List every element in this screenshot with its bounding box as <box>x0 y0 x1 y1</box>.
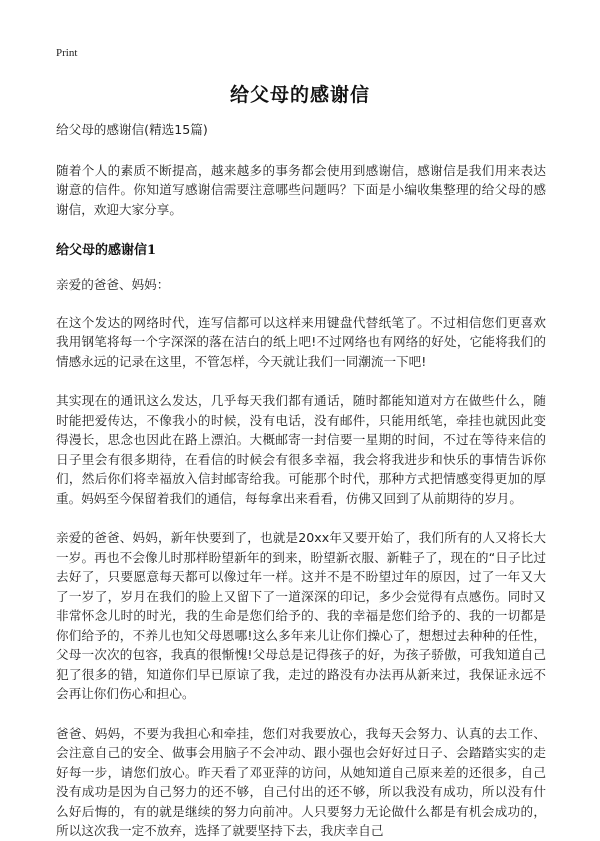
print-link[interactable]: Print <box>56 47 78 59</box>
letter-greeting: 亲爱的爸爸、妈妈： <box>56 277 170 292</box>
page-title: 给父母的感谢信 <box>229 84 370 106</box>
document-body <box>56 120 546 841</box>
document-subtitle: 给父母的感谢信(精选15篇) <box>56 122 208 137</box>
section-heading: 给父母的感谢信1 <box>56 243 157 258</box>
letter-paragraph-1: 在这个发达的网络时代，连写信都可以这样来用键盘代替纸笔了。不过相信您们更喜欢我用钢笔将每一个字深深的落在洁白的纸上吧!不过网络也有网络的好处，它能将我们的情感永远的记录在这里，不管怎样，今天就让我们一同潮流一下吧! <box>56 314 546 369</box>
intro-paragraph: 随着个人的素质不断提高，越来越多的事务都会使用到感谢信，感谢信是我们用来表达谢意的信件。你知道写感谢信需要注意哪些问题吗？下面是小编收集整理的给父母的感谢信，欢迎大家分享。 <box>56 162 546 217</box>
letter-paragraph-2: 其实现在的通讯这么发达，几乎每天我们都有通话，随时都能知道对方在做些什么，随时能把爱传达，不像我小的时候，没有电话，没有邮件，只能用纸笔，牵挂也就因此变得漫长，思念也因此在路上漂泊。大概邮寄一封信要一星期的时间，不过在等待来信的日子里会有很多期待，在看信的时候会有很多幸福，我会将我进步和快乐的事情告诉你们，然后你们将幸福放入信封邮寄给我。可能那个时代，那种方式把情感变得更加的厚重。妈妈至今保留着我们的通信，每每拿出来看看，仿佛又回到了从前期待的岁月。 <box>56 393 546 506</box>
letter-paragraph-4: 爸爸、妈妈，不要为我担心和牵挂，您们对我要放心，我每天会努力、认真的去工作、会注意自己的安全、做事会用脑子不会冲动、跟小强也会好好过日子、会踏踏实实的走好每一步，请您们放心。昨天看了邓亚萍的访问，从她知道自己原来差的还很多，自己没有成功是因为自己努力的还不够，自己付出的还不够，所以我没有成功，所以没有什么好后悔的，有的就是继续的努力向前冲。人只要努力无论做什么都是有机会成功的，所以这次我一定不放弃，选择了就要坚持下去，我庆幸自己 <box>56 725 546 838</box>
letter-paragraph-3: 亲爱的爸爸、妈妈，新年快要到了，也就是20xx年又要开始了，我们所有的人又将长大一岁。再也不会像儿时那样盼望新年的到来，盼望新衣服、新鞋子了，现在的“日子比过去好了，只要愿意每天都可以像过年一样。这并不是不盼望过年的原因，过了一年又大了一岁了，岁月在我们的脸上又留下了一道深深的印记，多少会觉得有点感伤。同时又非常怀念儿时的时光，我的生命是您们给予的、我的幸福是您们给予的、我的一切都是你们给予的，不养儿也知父母恩哪!这么多年来儿让你们操心了，想想过去种种的任性，父母一次次的包容，我真的很惭愧!父母总是记得孩子的好，为孩子骄傲，可我知道自己犯了很多的错，知道你们早已原谅了我，走过的路没有办法再从新来过，我保证永远不会再让你们伤心和担心。 <box>56 530 546 701</box>
